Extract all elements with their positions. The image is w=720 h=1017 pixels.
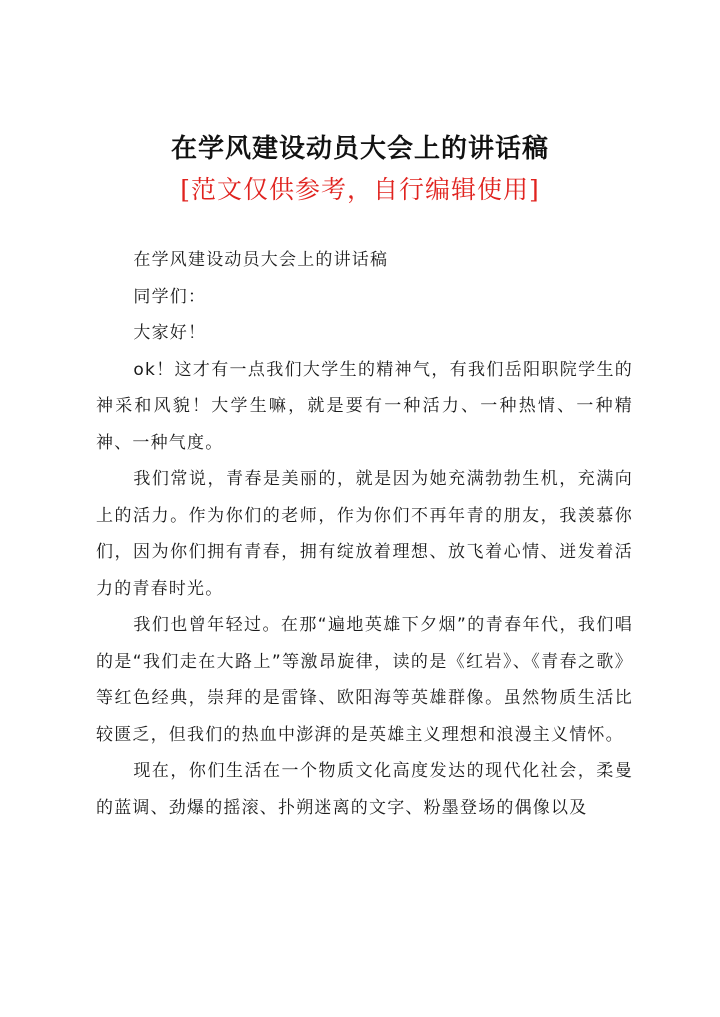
document-subtitle: [范文仅供参考，自行编辑使用] — [180, 175, 540, 204]
document-body — [96, 242, 633, 826]
document-title: 在学风建设动员大会上的讲话稿 — [170, 134, 549, 164]
salutation-paragraph: 同学们： — [133, 286, 207, 307]
body-paragraph: 现在，你们生活在一个物质文化高度发达的现代化社会，柔曼的蓝调、劲爆的摇滚、扑朔迷离的文字、粉墨登场的偶像以及 — [96, 761, 633, 818]
body-paragraph: ok！这才有一点我们大学生的精神气，有我们岳阳职院学生的神采和风貌！大学生嘛，就是要有一种活力、一种热情、一种精神、一种气度。 — [96, 359, 633, 453]
body-paragraph: 我们常说，青春是美丽的，就是因为她充满勃勃生机，充满向上的活力。作为你们的老师，作为你们不再年青的朋友，我羡慕你们，因为你们拥有青春，拥有绽放着理想、放飞着心情、迸发着活力的青春时光。 — [96, 469, 633, 599]
greeting-paragraph: 大家好！ — [133, 323, 207, 343]
body-heading-paragraph: 在学风建设动员大会上的讲话稿 — [133, 250, 389, 270]
body-paragraph: 我们也曾年轻过。在那“遍地英雄下夕烟”的青春年代，我们唱的是“我们走在大路上”等激昂旋律，读的是《红岩》、《青春之歌》等红色经典，崇拜的是雷锋、欧阳海等英雄群像。虽然物质生活比较匮乏，但我们的热血中澎湃的是英雄主义理想和浪漫主义情怀。 — [96, 615, 633, 745]
